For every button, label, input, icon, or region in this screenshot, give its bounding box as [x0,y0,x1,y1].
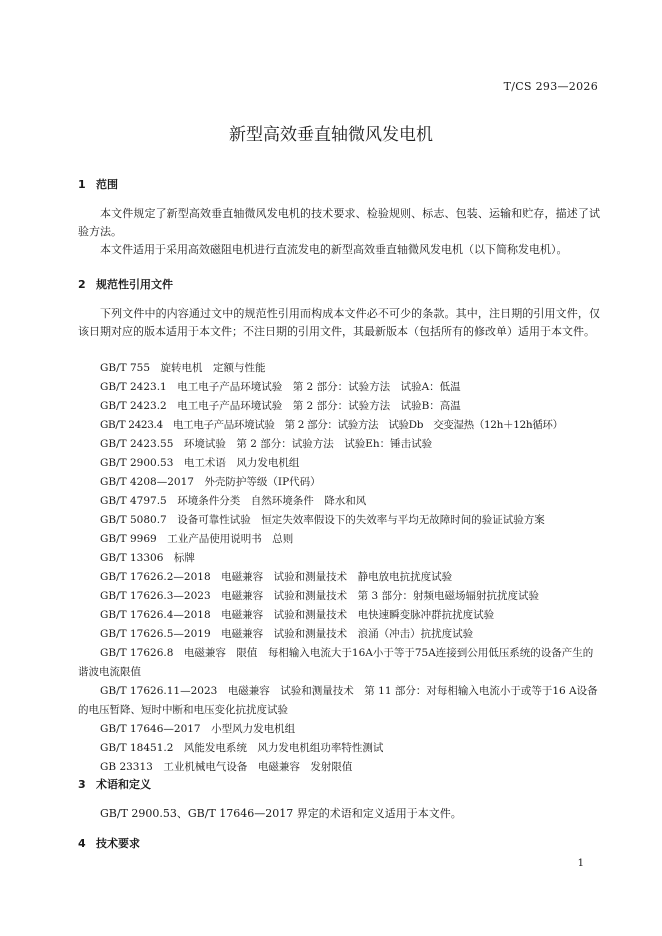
scope-paragraph-1: 本文件规定了新型高效垂直轴微风发电机的技术要求、检验规则、标志、包装、运输和贮存，描述了试验方法。 [78,207,600,238]
reference-item: GB/T 17626.3—2023 电磁兼容 试验和测量技术 第 3 部分：射频电磁场辐射抗扰度试验 [100,590,539,602]
reference-item: GB/T 17626.8 电磁兼容 限值 每相输入电流大于16A小于等于75A连接到公用低压系统的设备产生的谐波电流限值 [78,647,594,678]
reference-item: GB/T 9969 工业产品使用说明书 总则 [100,533,294,545]
section-number: 1 [78,178,86,191]
reference-item: GB 23313 工业机械电气设备 电磁兼容 发射限值 [100,761,353,773]
document-code: T/CS 293—2026 [503,80,598,93]
section-heading-terms [78,776,151,792]
reference-item: GB/T 4208—2017 外壳防护等级（IP代码） [100,476,321,488]
section-title: 术语和定义 [96,778,151,791]
section-number: 2 [78,278,86,291]
section-title: 规范性引用文件 [96,278,173,291]
reference-item: GB/T 13306 标牌 [100,552,195,564]
reference-item: GB/T 2423.1 电工电子产品环境试验 第 2 部分：试验方法 试验A：低温 [100,381,461,393]
section-heading-technical-requirements [78,835,140,851]
document-title: 新型高效垂直轴微风发电机 [229,125,433,145]
section-heading-scope [78,176,118,192]
reference-item: GB/T 17626.4—2018 电磁兼容 试验和测量技术 电快速瞬变脉冲群抗扰度试验 [100,609,495,621]
reference-item: GB/T 17626.11—2023 电磁兼容 试验和测量技术 第 11 部分：对每相输入电流小于或等于16 A设备的电压暂降、短时中断和电压变化抗扰度试验 [78,685,598,716]
section-title: 技术要求 [96,837,140,850]
reference-list [78,359,600,777]
reference-item: GB/T 2423.55 环境试验 第 2 部分：试验方法 试验Eh：锤击试验 [100,438,433,450]
reference-item: GB/T 755 旋转电机 定额与性能 [100,362,266,374]
reference-item: GB/T 17626.2—2018 电磁兼容 试验和测量技术 静电放电抗扰度试验 [100,571,453,583]
reference-item: GB/T 2423.4 电工电子产品环境试验 第 2 部分：试验方法 试验Db 交变湿热（12h＋12h循环） [100,419,563,431]
terms-paragraph: GB/T 2900.53、GB/T 17646—2017 界定的术语和定义适用于本文件。 [100,807,462,820]
reference-item: GB/T 17626.5—2019 电磁兼容 试验和测量技术 浪涌（冲击）抗扰度试验 [100,628,474,640]
section-number: 4 [78,837,86,850]
references-intro-paragraph: 下列文件中的内容通过文中的规范性引用而构成本文件必不可少的条款。其中，注日期的引用文件，仅该日期对应的版本适用于本文件；不注日期的引用文件，其最新版本（包括所有的修改单）适用于本文件。 [78,307,600,338]
section-heading-normative-references [78,276,173,292]
reference-item: GB/T 4797.5 环境条件分类 自然环境条件 降水和风 [100,495,367,507]
reference-item: GB/T 5080.7 设备可靠性试验 恒定失效率假设下的失效率与平均无故障时间的验证试验方案 [100,514,545,526]
scope-paragraph-2: 本文件适用于采用高效磁阻电机进行直流发电的新型高效垂直轴微风发电机（以下简称发电机）。 [100,243,568,256]
reference-item: GB/T 2423.2 电工电子产品环境试验 第 2 部分：试验方法 试验B：高温 [100,400,461,412]
reference-item: GB/T 2900.53 电工术语 风力发电机组 [100,457,300,469]
reference-item: GB/T 18451.2 风能发电系统 风力发电机组功率特性测试 [100,742,384,754]
section-number: 3 [78,778,86,791]
page-number: 1 [577,858,584,869]
reference-item: GB/T 17646—2017 小型风力发电机组 [100,723,296,735]
section-title: 范围 [96,178,118,191]
